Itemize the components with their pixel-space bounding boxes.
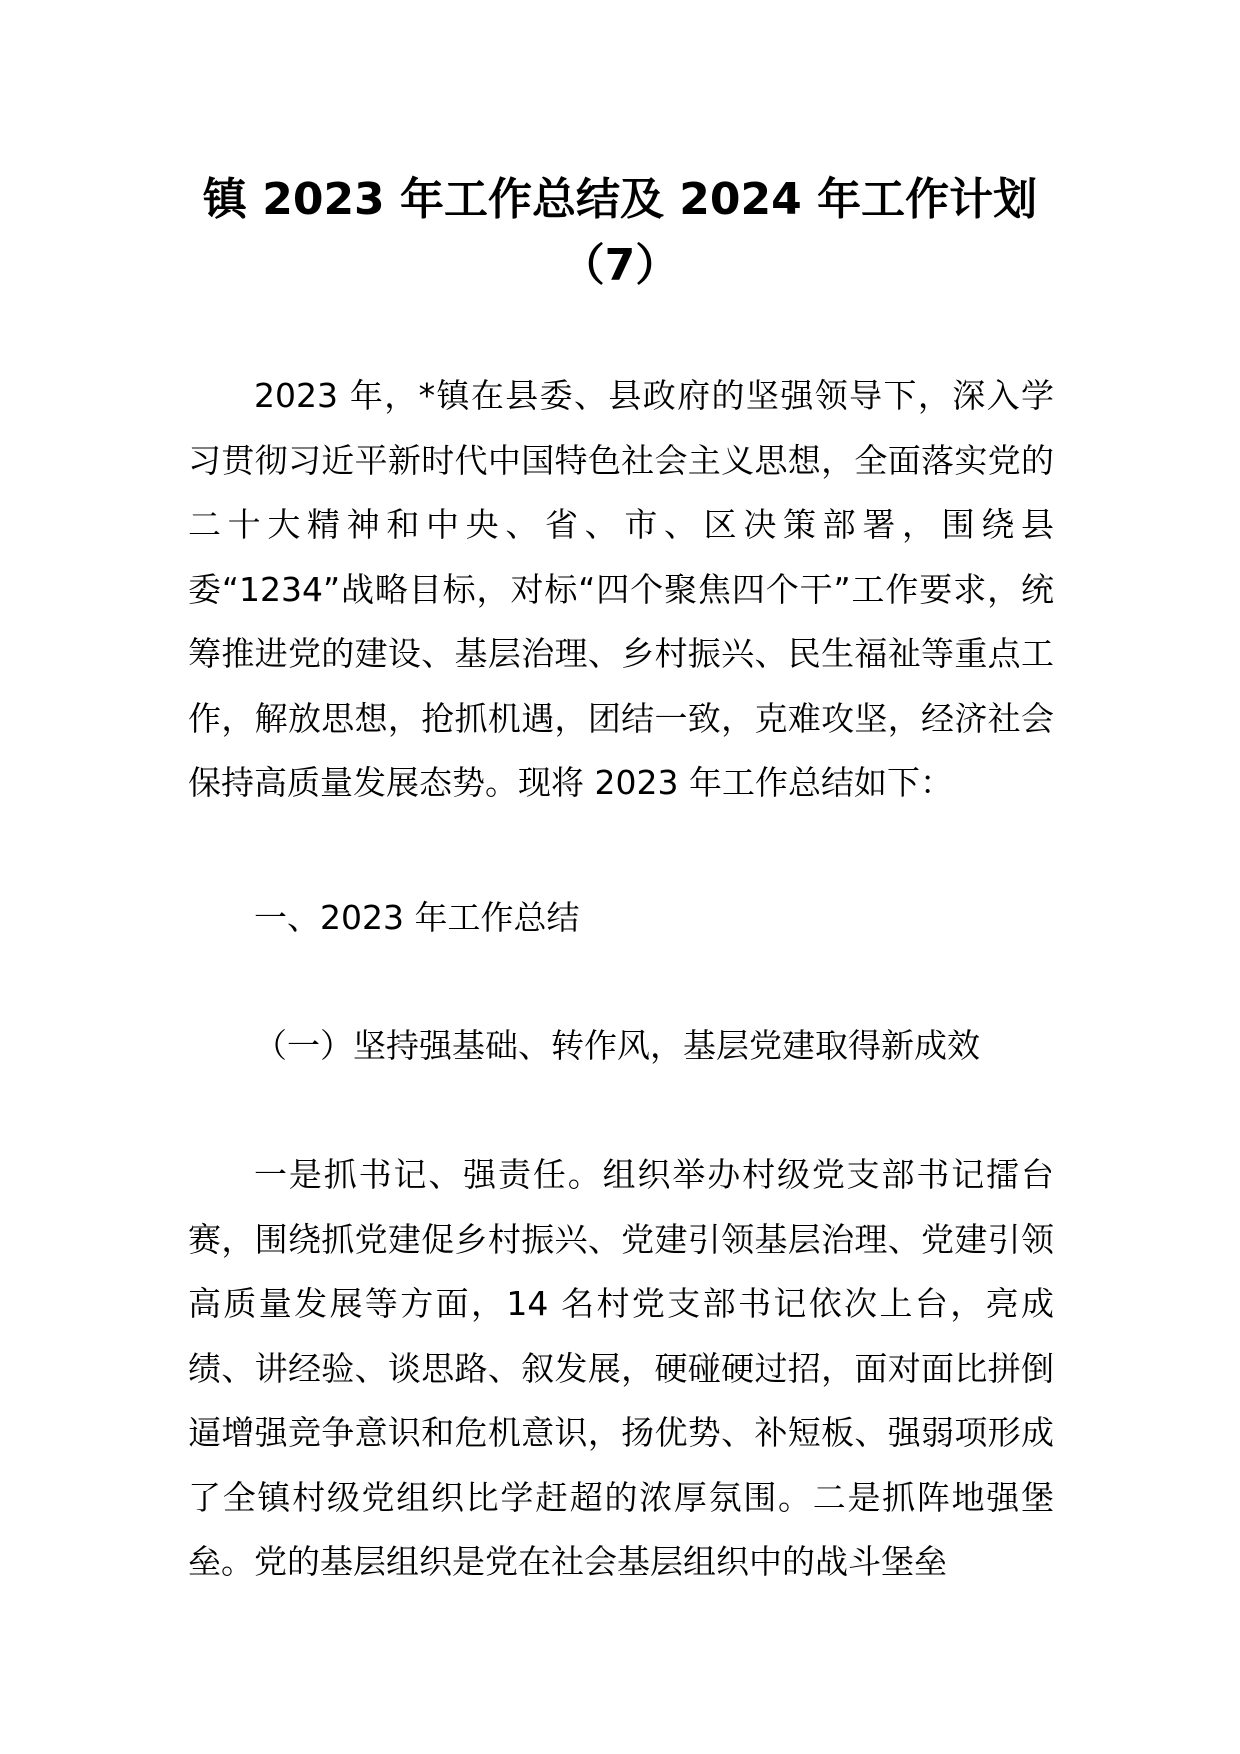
body-paragraph: 一是抓书记、强责任。组织举办村级党支部书记擂台赛，围绕抓党建促乡村振兴、党建引领基层治理、党建引领高质量发展等方面，14 名村党支部书记依次上台，亮成绩、讲经验、谈思路、叙发展，硬碰硬过招，面对面比拼倒逼增强竞争意识和危机意识，扬优势、补短板、强弱项形成了全镇村级党组织比学赶超的浓厚氛围。二是抓阵地强堡垒。党的基层组织是党在社会基层组织中的战斗堡垒: [188, 1155, 1054, 1581]
section-heading: 一、2023 年工作总结: [254, 898, 580, 937]
document-title: 镇 2023 年工作总结及 2024 年工作计划: [202, 174, 1038, 225]
document-title-number: （7）: [560, 240, 680, 291]
subsection-heading: （一）坚持强基础、转作风，基层党建取得新成效: [254, 1026, 980, 1065]
intro-paragraph: 2023 年，*镇在县委、县政府的坚强领导下，深入学习贯彻习近平新时代中国特色社会主义思想，全面落实党的二十大精神和中央、省、市、区决策部署，围绕县委“1234”战略目标，对标“四个聚焦四个干”工作要求，统筹推进党的建设、基层治理、乡村振兴、民生福祉等重点工作，解放思想，抢抓机遇，团结一致，克难攻坚，经济社会保持高质量发展态势。现将 2023 年工作总结如下：: [188, 376, 1054, 802]
